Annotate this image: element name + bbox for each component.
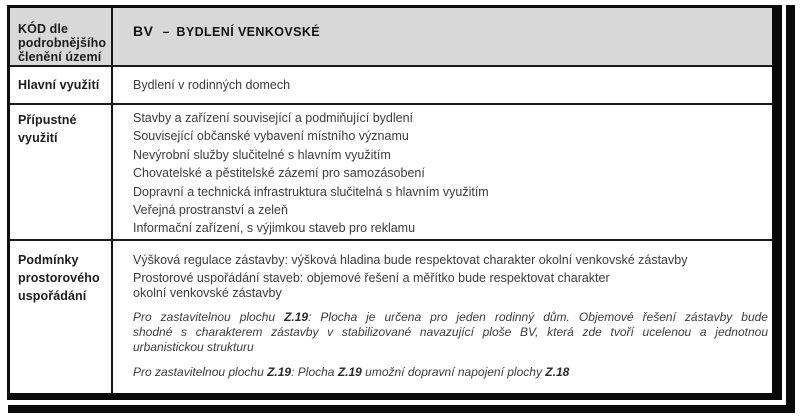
buildable-area-z19-access-paragraph (133, 365, 768, 380)
zone-title: BYDLENÍ VENKOVSKÉ (176, 25, 321, 39)
paragraph-text: Pro zastavitelnou plochu (133, 310, 285, 324)
height-regulation-paragraph: Výšková regulace zástavby: výšková hladina bude respektovat charakter okolní venkovské zástavby (133, 253, 688, 267)
paragraph-text: : Plocha je určena pro jeden rodinný dům. Objemové řešení zástavby bude (308, 310, 768, 324)
list-item: Veřejná prostranství a zeleň (133, 203, 288, 218)
paragraph-text: : Plocha (291, 365, 338, 379)
header-code-label: KÓD dle podrobnějšího členění území (18, 22, 107, 64)
paragraph-line: okolní venkovské zástavby (133, 286, 282, 300)
paragraph-line: shodné s charakterem zástavby v stabilizované navazující ploše BV, která zde tvoří ucelenou a jednotnou (133, 325, 768, 339)
list-item: Dopravní a technická infrastruktura slučitelná s hlavním využitím (133, 184, 489, 199)
paragraph-line: Prostorové uspořádání staveb: objemové řešení a měřítko bude respektovat charakter (133, 271, 610, 285)
permissible-use-label-cell (10, 105, 113, 241)
dash-separator: – (162, 25, 170, 39)
header-zone-title-cell (113, 8, 772, 67)
list-item: Nevýrobní služby slučitelné s hlavním využitím (133, 147, 391, 162)
main-use-label: Hlavní využití (18, 78, 100, 92)
spatial-arrangement-paragraph (133, 271, 768, 301)
paragraph-line: urbanistickou strukturu (133, 340, 254, 354)
buildable-area-z19-paragraph (133, 310, 768, 355)
list-item: Stavby a zařízení související a podmiňující bydlení (133, 111, 414, 125)
list-item: Související občanské vybavení místního významu (133, 129, 409, 144)
spatial-conditions-label: Podmínky prostorového uspořádání (18, 253, 100, 303)
area-ref: Z.18 (545, 365, 570, 379)
area-ref: Z.19 (267, 365, 292, 379)
permissible-use-list-cell (113, 105, 772, 241)
header-code-label-cell (10, 8, 113, 67)
paragraph-line (133, 310, 768, 325)
main-use-value-cell (113, 67, 772, 105)
spatial-conditions-label-cell (10, 241, 113, 393)
paragraph-text: umožní dopravní napojení plochy (361, 365, 546, 379)
area-ref: Z.19 (284, 310, 309, 324)
zone-code: BV (133, 23, 154, 39)
paragraph-text: Pro zastavitelnou plochu (133, 365, 268, 379)
list-item: Informační zařízení, s výjimkou staveb pro reklamu (133, 221, 416, 236)
permissible-use-label: Přípustné využití (18, 113, 77, 145)
spatial-conditions-content-cell (113, 241, 772, 393)
area-ref: Z.19 (337, 365, 362, 379)
main-use-value: Bydlení v rodinných domech (133, 78, 291, 92)
list-item: Chovatelské a pěstitelské zázemí pro samozásobení (133, 166, 425, 181)
zoning-table (7, 5, 782, 400)
main-use-label-cell (10, 67, 113, 105)
